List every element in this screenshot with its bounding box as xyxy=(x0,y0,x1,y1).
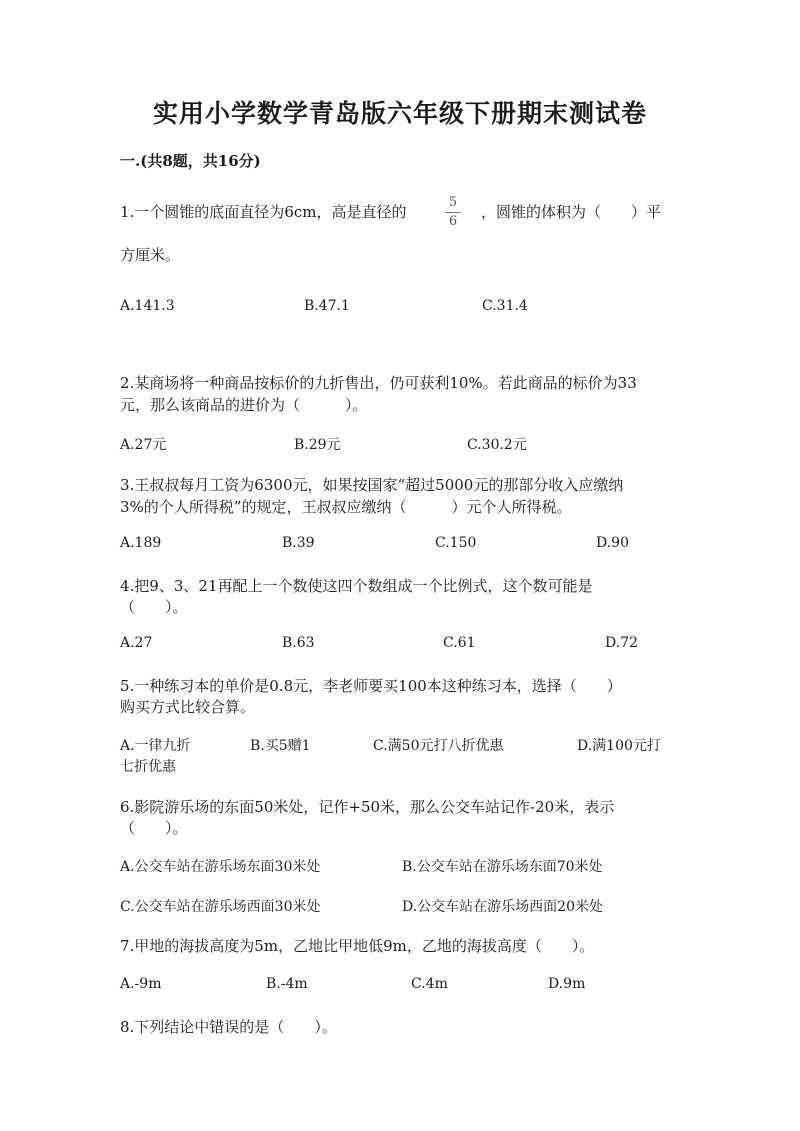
fraction-denominator: 6 xyxy=(448,214,458,229)
q6-option-c: C.公交车站在游乐场西面30米处 xyxy=(120,899,321,915)
q3-option-d: D.90 xyxy=(596,535,629,551)
q4-text-line1: 4.把9、3、21再配上一个数使这四个数组成一个比例式，这个数可能是 xyxy=(120,577,593,595)
q1-fraction xyxy=(443,195,463,230)
q6-text-line2: （ ）。 xyxy=(120,819,188,837)
q2-option-b: B.29元 xyxy=(294,437,341,453)
q3-option-a: A.189 xyxy=(120,535,162,551)
q4-text-line2: （ ）。 xyxy=(120,598,188,616)
q4-option-b: B.63 xyxy=(282,635,315,651)
q3-option-b: B.39 xyxy=(282,535,315,551)
q5-option-d: D.满100元打 xyxy=(577,738,661,754)
q1-text-line2: 方厘米。 xyxy=(120,246,181,264)
page-title: 实用小学数学青岛版六年级下册期末测试卷 xyxy=(152,99,647,128)
q1-option-a: A.141.3 xyxy=(120,298,175,314)
q1-text-part1: 1.一个圆锥的底面直径为6cm，高是直径的 xyxy=(120,203,407,221)
q7-option-b: B.-4m xyxy=(266,976,308,992)
q2-text-line1: 2.某商场将一种商品按标价的九折售出，仍可获利10%。若此商品的标价为33 xyxy=(120,374,637,392)
q7-text: 7.甲地的海拔高度为5m，乙地比甲地低9m，乙地的海拔高度（ ）。 xyxy=(120,937,595,955)
section-heading: 一.(共8题，共16分) xyxy=(120,152,261,170)
q1-option-b: B.47.1 xyxy=(304,298,350,314)
q6-option-b: B.公交车站在游乐场东面70米处 xyxy=(402,859,603,875)
q5-text-line2: 购买方式比较合算。 xyxy=(120,698,256,716)
q3-text-line2: 3%的个人所得税”的规定，王叔叔应缴纳（ ）元个人所得税。 xyxy=(120,498,572,516)
q3-text-line1: 3.王叔叔每月工资为6300元，如果按国家“超过5000元的那部分收入应缴纳 xyxy=(120,476,624,494)
q1-text-part2: ，圆锥的体积为（ ）平 xyxy=(481,203,662,221)
q8-text: 8.下列结论中错误的是（ ）。 xyxy=(120,1018,337,1036)
fraction-numerator: 5 xyxy=(448,195,458,210)
q5-option-c: C.满50元打八折优惠 xyxy=(373,738,504,754)
q5-option-a: A.一律九折 xyxy=(120,738,191,754)
q7-option-d: D.9m xyxy=(548,976,586,992)
q4-option-d: D.72 xyxy=(605,635,638,651)
q4-option-c: C.61 xyxy=(443,635,476,651)
q2-option-a: A.27元 xyxy=(120,437,167,453)
q2-option-c: C.30.2元 xyxy=(467,437,527,453)
q1-option-c: C.31.4 xyxy=(482,298,528,314)
q7-option-a: A.-9m xyxy=(120,976,162,992)
q2-text-line2: 元，那么该商品的进价为（ ）。 xyxy=(120,396,368,414)
q7-option-c: C.4m xyxy=(411,976,448,992)
q3-option-c: C.150 xyxy=(435,535,477,551)
q6-text-line1: 6.影院游乐场的东面50米处，记作+50米，那么公交车站记作-20米，表示 xyxy=(120,798,615,816)
fraction-bar xyxy=(445,212,461,213)
q4-option-a: A.27 xyxy=(120,635,153,651)
q5-option-d-continued: 七折优惠 xyxy=(120,759,176,775)
q6-option-a: A.公交车站在游乐场东面30米处 xyxy=(120,859,321,875)
q5-text-line1: 5.一种练习本的单价是0.8元，李老师要买100本这种练习本，选择（ ） xyxy=(120,677,622,695)
q6-option-d: D.公交车站在游乐场西面20米处 xyxy=(402,899,603,915)
q5-option-b: B.买5赠1 xyxy=(250,738,311,754)
